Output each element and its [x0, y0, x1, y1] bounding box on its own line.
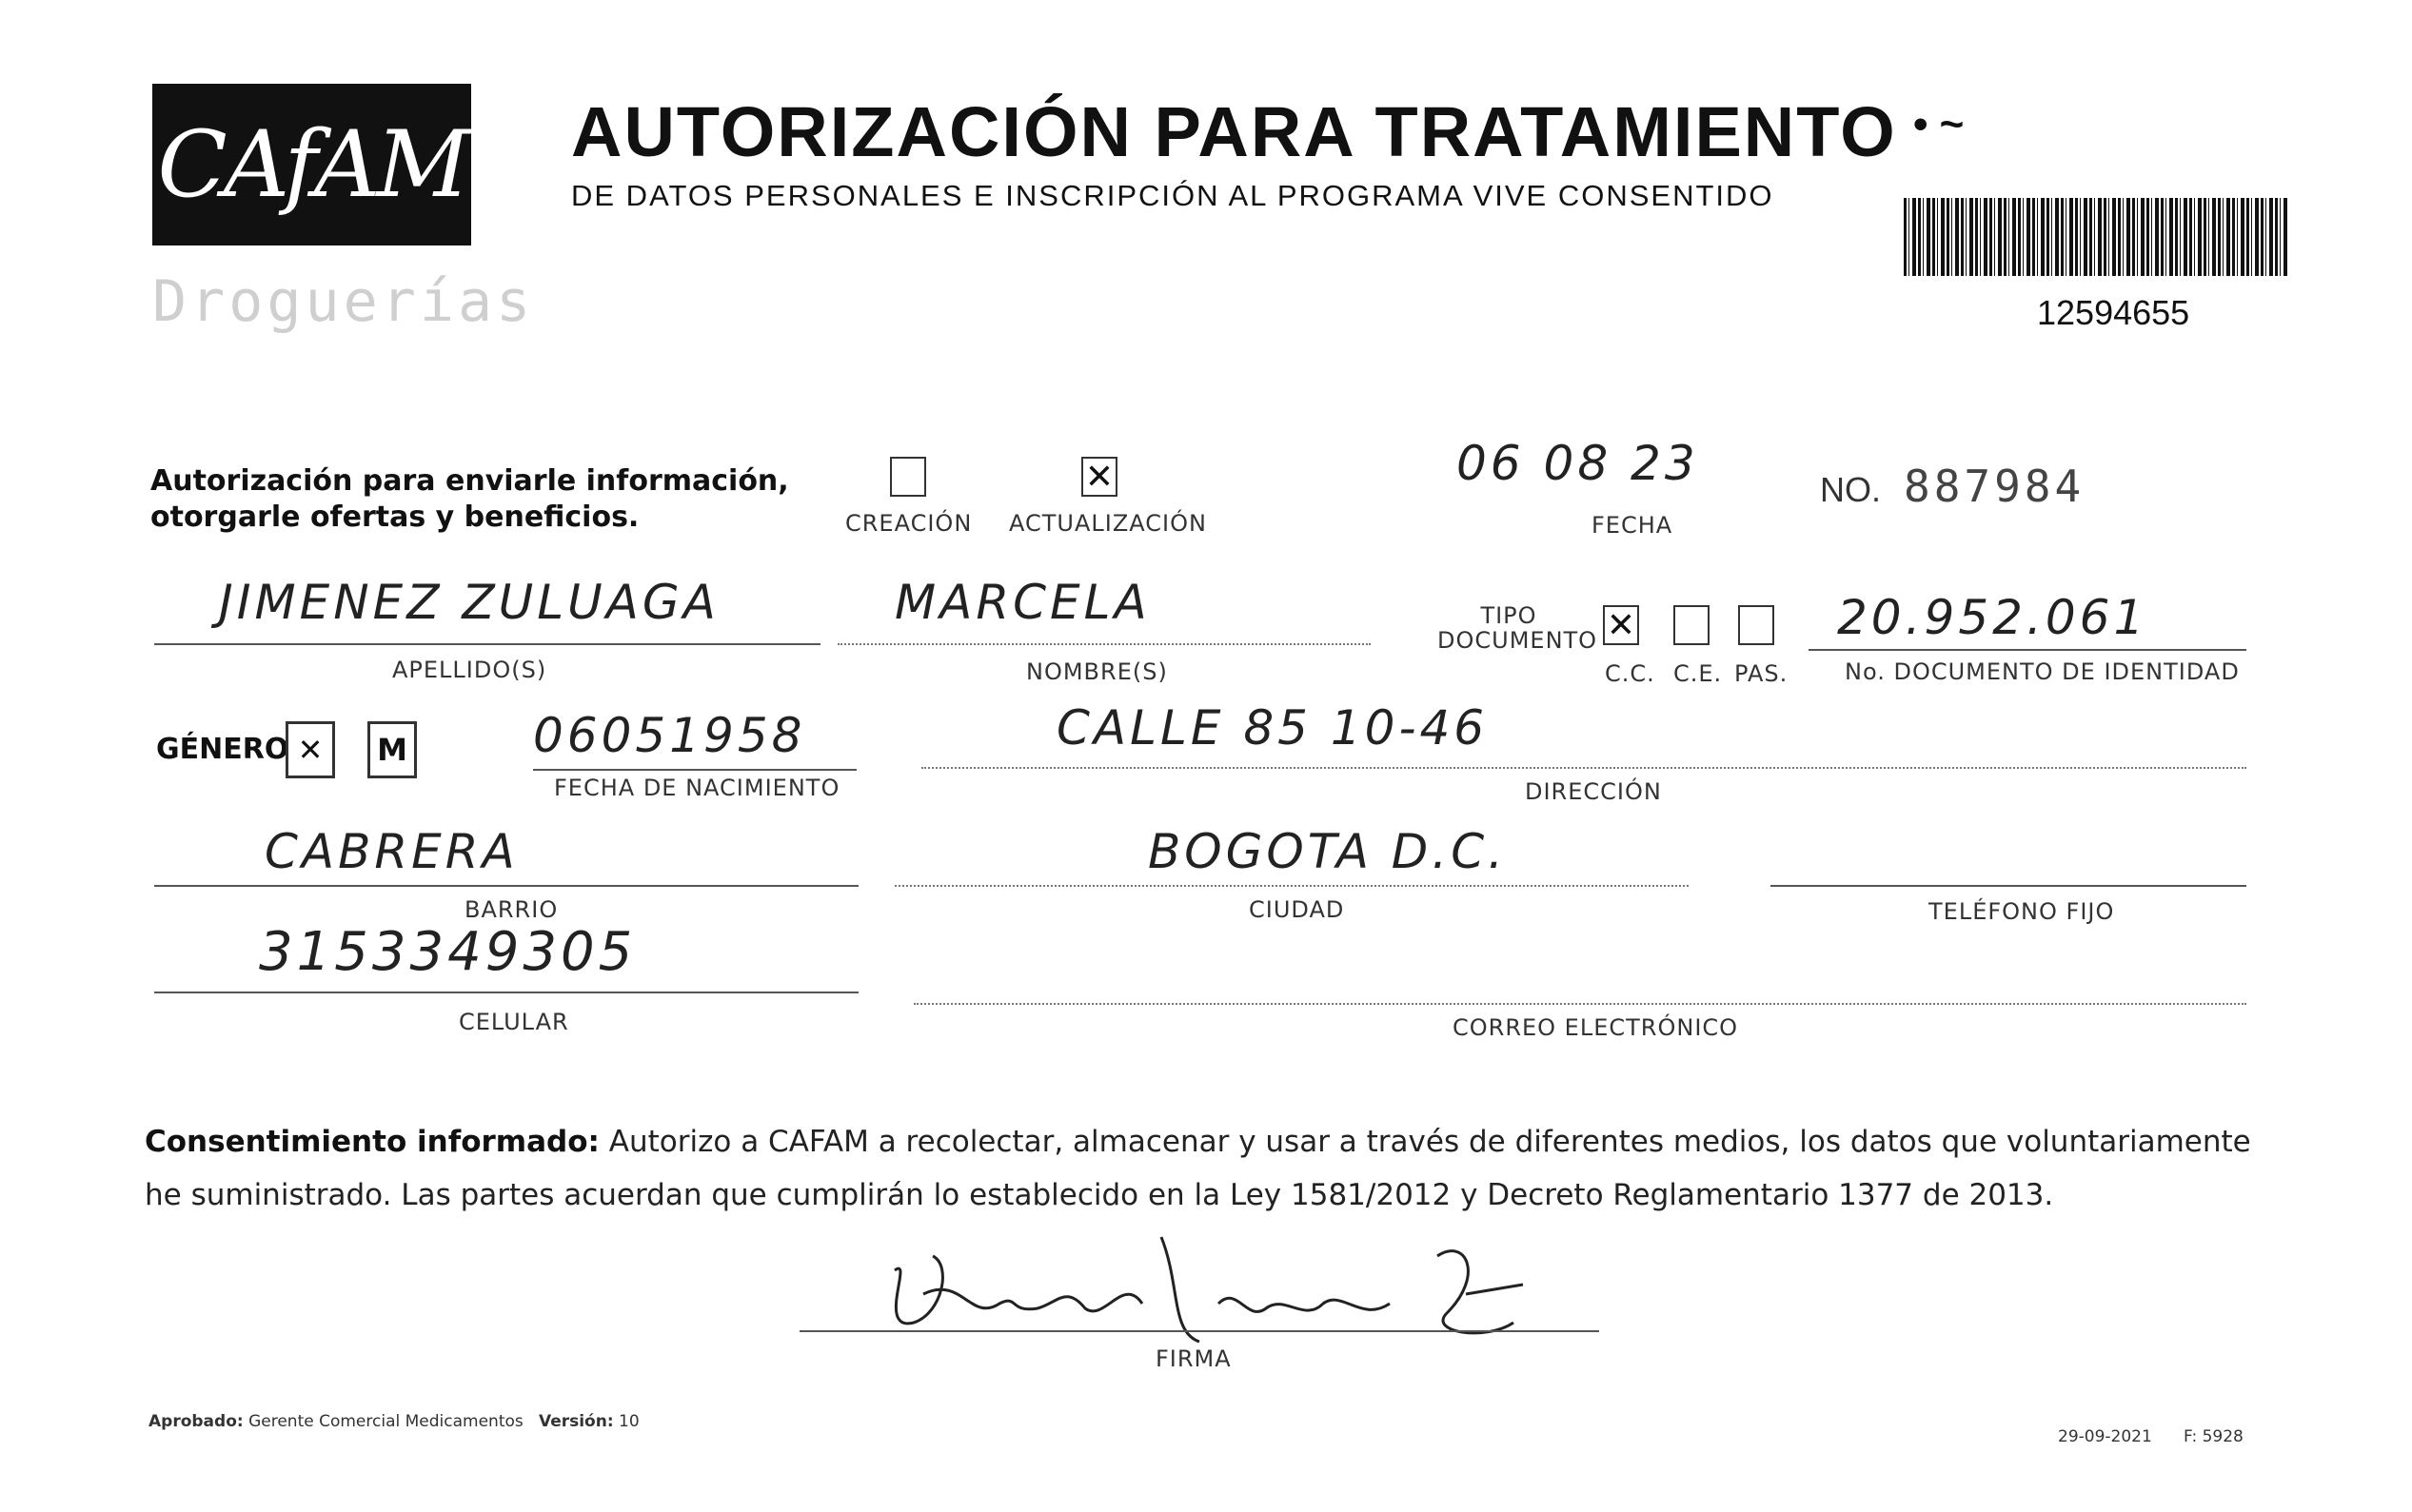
- tipo-documento-label: TIPO DOCUMENTO: [1437, 602, 1598, 654]
- consent-paragraph: [145, 1115, 2277, 1222]
- barcode: [1904, 198, 2289, 276]
- scan-mark: • ~: [1913, 101, 1965, 147]
- numero-value: 887984: [1904, 461, 2086, 512]
- direccion-line: [921, 767, 2246, 769]
- drogerias-sublogo: Droguerías: [152, 268, 535, 335]
- telefono-label: TELÉFONO FIJO: [1928, 898, 2115, 925]
- documento-value[interactable]: 20.952.061: [1837, 590, 2148, 645]
- actualizacion-label: ACTUALIZACIÓN: [1009, 510, 1207, 537]
- cafam-logo: CAfAM: [152, 84, 471, 245]
- direccion-value[interactable]: CALLE 85 10-46: [1057, 700, 1489, 756]
- ce-checkbox[interactable]: [1673, 605, 1710, 645]
- aprobado-value: Gerente Comercial Medicamentos: [248, 1412, 524, 1431]
- version-value: 10: [619, 1412, 640, 1431]
- correo-label: CORREO ELECTRÓNICO: [1453, 1014, 1739, 1041]
- genero-m-checkbox[interactable]: M: [367, 721, 417, 778]
- nombres-line: [838, 643, 1371, 645]
- nombres-value[interactable]: MARCELA: [895, 575, 1151, 630]
- form-subtitle: DE DATOS PERSONALES E INSCRIPCIÓN AL PROGRAMA VIVE CONSENTIDO: [571, 179, 1774, 212]
- barrio-label: BARRIO: [465, 896, 559, 923]
- consent-body: Autorizo a CAFAM a recolectar, almacenar y usar a través de diferentes medios, los datos que voluntariamente he suministrado. Las partes acuerdan que cumplirán lo establecido en la Ley 1581/2012 y Decreto Reglamentario 1377 de 2013.: [145, 1125, 2251, 1212]
- version-label: Versión:: [538, 1412, 614, 1431]
- authorization-text-2: otorgarle ofertas y beneficios.: [150, 501, 640, 534]
- fecha-label: FECHA: [1592, 512, 1673, 539]
- consent-heading: Consentimiento informado:: [145, 1125, 600, 1159]
- apellidos-label: APELLIDO(S): [392, 657, 547, 683]
- celular-line: [154, 992, 859, 993]
- firma-label: FIRMA: [1156, 1345, 1232, 1372]
- authorization-text-1: Autorización para enviarle información,: [150, 464, 789, 498]
- numero-label: NO.: [1820, 470, 1882, 509]
- correo-line: [914, 1003, 2246, 1005]
- signature-drawing: [857, 1218, 1618, 1370]
- direccion-label: DIRECCIÓN: [1525, 778, 1662, 805]
- firma-line: [800, 1330, 1599, 1332]
- pas-checkbox[interactable]: [1738, 605, 1774, 645]
- creacion-label: CREACIÓN: [845, 510, 973, 537]
- actualizacion-checkbox[interactable]: ✕: [1081, 457, 1117, 497]
- cc-label: C.C.: [1605, 660, 1655, 687]
- barrio-line: [154, 885, 859, 887]
- nacimiento-line: [533, 769, 857, 771]
- apellidos-value[interactable]: JIMENEZ ZULUAGA: [219, 575, 720, 630]
- genero-label: GÉNERO: [156, 733, 289, 766]
- barrio-value[interactable]: CABRERA: [265, 824, 519, 879]
- creacion-checkbox[interactable]: [890, 457, 926, 497]
- ciudad-label: CIUDAD: [1249, 896, 1345, 923]
- barcode-number: 12594655: [2037, 293, 2190, 332]
- apellidos-line: [154, 643, 820, 645]
- footer-date: 29-09-2021: [2058, 1427, 2152, 1446]
- telefono-line: [1770, 885, 2246, 887]
- celular-value[interactable]: 3153349305: [259, 921, 637, 983]
- documento-label: No. DOCUMENTO DE IDENTIDAD: [1845, 658, 2240, 685]
- nacimiento-label: FECHA DE NACIMIENTO: [554, 775, 840, 801]
- nacimiento-value[interactable]: 06051958: [533, 708, 806, 763]
- pas-label: PAS.: [1734, 660, 1789, 687]
- fecha-value[interactable]: 06 08 23: [1456, 436, 1699, 491]
- aprobado-label: Aprobado:: [148, 1412, 244, 1431]
- nombres-label: NOMBRE(S): [1026, 658, 1168, 685]
- ce-label: C.E.: [1673, 660, 1723, 687]
- ciudad-line: [895, 885, 1689, 887]
- cc-checkbox[interactable]: ✕: [1603, 605, 1639, 645]
- celular-label: CELULAR: [459, 1009, 569, 1035]
- footer-approval: [148, 1412, 640, 1431]
- ciudad-value[interactable]: BOGOTA D.C.: [1148, 824, 1508, 879]
- documento-line: [1809, 649, 2246, 651]
- genero-f-checkbox[interactable]: ✕: [286, 721, 335, 778]
- form-title: AUTORIZACIÓN PARA TRATAMIENTO: [571, 92, 1897, 171]
- footer-form-code: F: 5928: [2184, 1427, 2244, 1446]
